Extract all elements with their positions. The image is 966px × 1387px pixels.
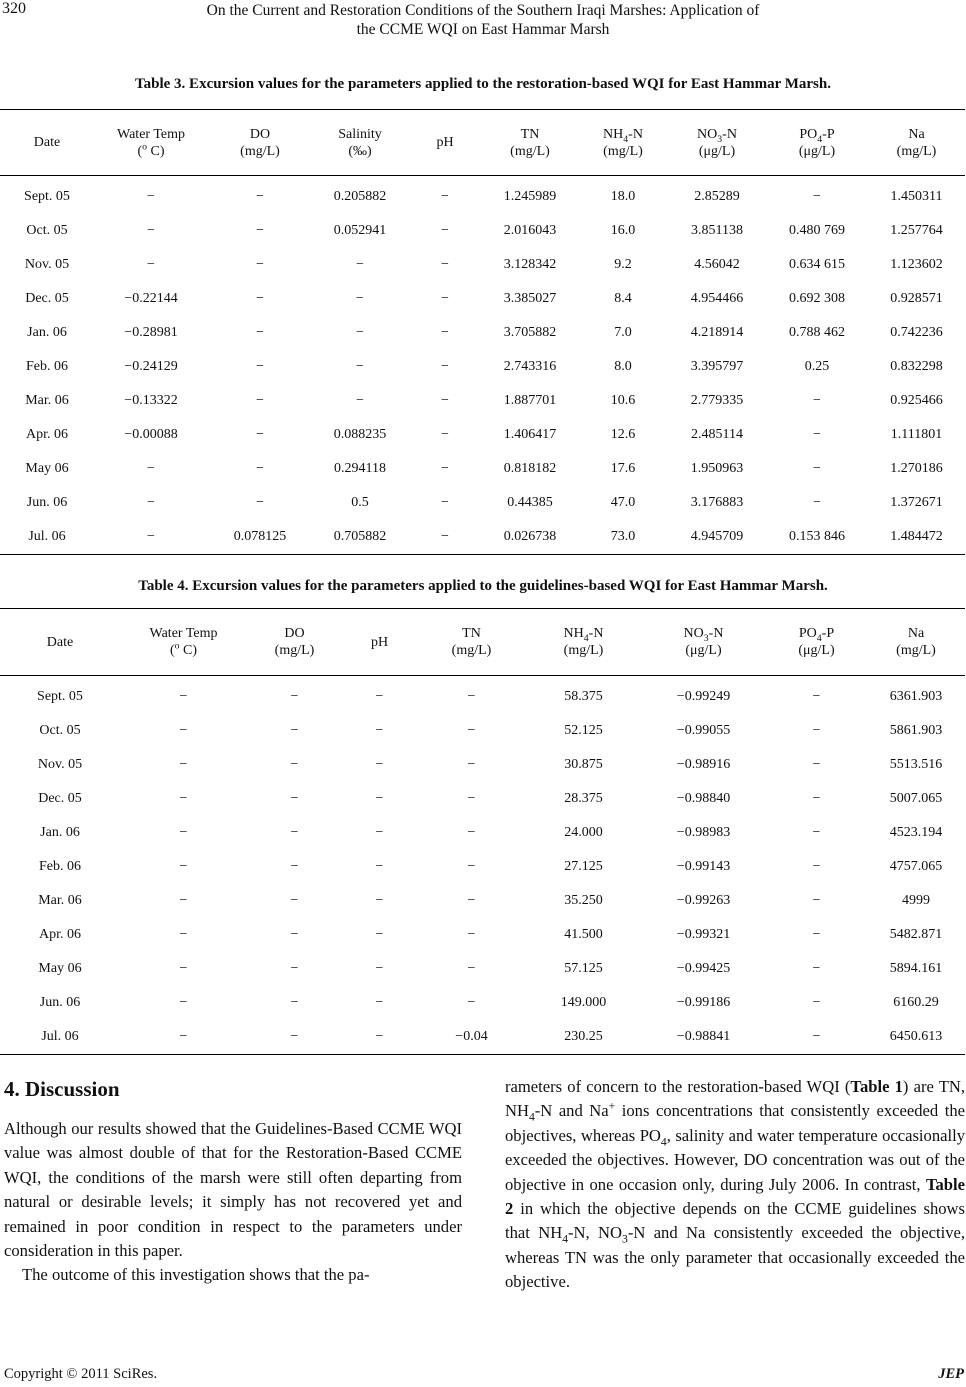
table-cell: − [256,223,264,238]
table-cell: 1.245989 [503,189,557,204]
table-cell: −0.28981 [124,325,178,340]
table-row [0,714,965,748]
table-row [0,850,965,884]
table-cell: 0.5 [351,495,369,510]
table-cell: − [441,461,449,476]
table-cell: − [467,791,476,806]
table-cell: − [256,495,264,510]
table-cell: 3.176883 [690,495,744,510]
table-cell: 30.875 [564,757,603,772]
col-header-tn: TN (mg/L) [482,110,578,176]
row-date-cell: Apr. 06 [39,927,81,942]
table-cell: − [467,757,476,772]
table-cell: − [375,859,384,874]
table-cell: − [467,893,476,908]
row-date-cell: Apr. 06 [26,427,68,442]
table-cell: 16.0 [610,223,636,238]
discussion-right-column [505,1075,965,1295]
table-cell: 1.450311 [890,189,943,204]
table-cell: − [441,291,449,306]
table-row [0,316,965,350]
table-cell: − [441,223,449,238]
table-1-reference[interactable]: Table 1 [850,1077,903,1096]
table-cell: − [441,257,449,272]
table-cell: −0.98840 [676,791,731,806]
table-cell: − [290,791,299,806]
table-cell: −0.24129 [124,359,178,374]
table-cell: 2.85289 [694,189,740,204]
table-cell: 1.123602 [890,257,943,272]
table-cell: 52.125 [564,723,603,738]
col-header-nh4n: $NH_4-N$ (mg/L) [526,609,641,676]
col-header-po4p: $PO_4-P$ (μg/L) [766,609,867,676]
table-cell: 1.950963 [690,461,744,476]
table-cell: 18.0 [610,189,636,204]
table-cell: − [467,859,476,874]
table-cell: − [467,961,476,976]
table-row [0,282,965,316]
table-cell: − [290,995,299,1010]
row-date-cell: Mar. 06 [25,393,69,408]
table-cell: − [467,825,476,840]
table-cell: −0.99249 [676,689,731,704]
table-row [0,418,965,452]
table-cell: 2.016043 [503,223,557,238]
table-cell: − [147,461,155,476]
page-number: 320 [2,0,26,17]
table-cell: −0.99055 [676,723,731,738]
table-cell: 4523.194 [889,825,943,840]
table-cell: 3.385027 [503,291,557,306]
table-cell: − [256,427,264,442]
footer-journal: JEP [938,1366,964,1382]
table-cell: − [812,927,821,942]
row-date-cell: Feb. 06 [39,859,81,874]
table-cell: − [441,495,449,510]
table-row [0,676,965,715]
table-cell: − [247,1020,342,1055]
table-cell: − [441,325,449,340]
table-cell: 1.257764 [890,223,943,238]
table-cell: − [467,723,476,738]
col-header-salinity: Salinity (‰) [312,110,408,176]
table-cell: − [375,927,384,942]
table-row [0,350,965,384]
table-cell: − [290,757,299,772]
table-cell: 28.375 [564,791,603,806]
table-cell: − [147,189,155,204]
discussion-paragraph-1: Although our results showed that the Guidelines-Based CCME WQI value was almost double of that for the Restoration-Based CCME WQI, the conditions of the marsh were still often departing from natural or desirable levels; it simply has not recovered yet and remained in poor condition in respect to the parameters under consideration in this paper. [4,1119,462,1261]
table-cell: 8.0 [614,359,632,374]
table-cell: − [441,189,449,204]
table-cell: − [408,520,482,555]
table-cell: 5861.903 [889,723,943,738]
row-date-cell: Jun. 06 [39,995,81,1010]
table-row [0,486,965,520]
table-cell: − [147,257,155,272]
row-date-cell: Mar. 06 [38,893,82,908]
table-cell: 27.125 [564,859,603,874]
table-cell: 149.000 [560,995,607,1010]
table-cell: 41.500 [564,927,603,942]
table-cell: 2.779335 [690,393,744,408]
col-header-po4p: $PO_4-P$ (μg/L) [766,110,868,176]
discussion-left-column [4,1117,462,1288]
table-cell: − [290,689,299,704]
table-cell: −0.00088 [124,427,178,442]
col-header-ph: pH [342,609,417,676]
table-cell: 6361.903 [889,689,943,704]
table-row [0,452,965,486]
table-cell: − [812,791,821,806]
table-cell: 0.788 462 [789,325,845,340]
table-cell: − [290,927,299,942]
table-cell: − [179,791,188,806]
table-cell: − [375,825,384,840]
table-cell: − [179,689,188,704]
table-cell: 0.052941 [333,223,387,238]
col-header-no3n: $NO_3-N$ (μg/L) [668,110,766,176]
table-cell: 5482.871 [889,927,943,942]
table-cell: 35.250 [564,893,603,908]
table-cell: 1.372671 [890,495,943,510]
col-header-do: DO (mg/L) [247,609,342,676]
table-cell: − [179,723,188,738]
table-cell: 12.6 [610,427,636,442]
table-cell: − [256,359,264,374]
table-cell: −0.99425 [676,961,731,976]
table-cell: 0.832298 [890,359,943,374]
table-cell: −0.98983 [676,825,731,840]
footer-copyright: Copyright © 2011 SciRes. [4,1366,158,1382]
row-date-cell: Jul. 06 [0,1020,120,1055]
table-cell: − [256,461,264,476]
table-cell: − [94,520,208,555]
row-date-cell: May 06 [38,961,82,976]
table-cell: 0.925466 [890,393,943,408]
table-cell: − [356,359,364,374]
table-cell: − [342,1020,417,1055]
row-date-cell: Jan. 06 [40,825,80,840]
col-header-ph: pH [408,110,482,176]
col-header-do: DO (mg/L) [208,110,312,176]
table-cell: − [467,689,476,704]
table-cell: 0.205882 [333,189,387,204]
table-cell: 3.128342 [503,257,557,272]
table-cell: − [813,495,821,510]
section-heading-discussion: 4. Discussion [4,1077,120,1101]
table-cell: 0.294118 [334,461,386,476]
col-header-date: Date [0,609,120,676]
table-cell: 5513.516 [889,757,943,772]
table-row [0,384,965,418]
table-row [0,816,965,850]
table-row [0,1020,965,1055]
table-cell: 2.743316 [503,359,557,374]
table-cell: − [812,893,821,908]
table-cell: 0.692 308 [789,291,845,306]
table-cell: − [812,723,821,738]
table-cell: − [356,325,364,340]
table-cell: 5007.065 [889,791,943,806]
table-cell: − [813,189,821,204]
table-cell: − [256,291,264,306]
table-cell: 4757.065 [889,859,943,874]
table-cell: 3.851138 [691,223,743,238]
table-cell: 8.4 [614,291,632,306]
table-cell: 0.480 769 [789,223,845,238]
table-cell: 10.6 [610,393,636,408]
col-header-date: Date [0,110,94,176]
table-cell: 2.485114 [691,427,743,442]
table-cell: − [441,427,449,442]
row-date-cell: Jul. 06 [0,520,94,555]
table-cell: −0.99186 [676,995,731,1010]
row-date-cell: Nov. 05 [24,257,70,272]
table-cell: 0.153 846 [766,520,868,555]
table-cell: − [467,995,476,1010]
table-cell: − [290,723,299,738]
table-cell: − [290,961,299,976]
table-cell: − [467,927,476,942]
table-cell: 17.6 [610,461,636,476]
table-cell: 4.954466 [690,291,744,306]
table-cell: − [812,757,821,772]
table-cell: 73.0 [578,520,668,555]
col-header-no3n: $NO_3-N$ (μg/L) [641,609,766,676]
table-row [0,918,965,952]
table-cell: 230.25 [526,1020,641,1055]
table-cell: − [256,189,264,204]
table-cell: − [375,791,384,806]
table3 [0,109,965,555]
table-cell: 0.742236 [890,325,943,340]
table-cell: 9.2 [614,257,632,272]
table-cell: 0.928571 [890,291,943,306]
table3-caption: Table 3. Excursion values for the parameters applied to the restoration-based WQI for East Hammar Marsh. [135,76,831,92]
table-cell: 0.705882 [312,520,408,555]
discussion-paragraph-2: The outcome of this investigation shows that the pa- [22,1265,370,1285]
table-cell: − [812,995,821,1010]
table-cell: − [290,893,299,908]
table-cell: − [812,859,821,874]
table-cell: − [290,859,299,874]
table-cell: − [290,825,299,840]
table-cell: − [375,689,384,704]
table-cell: − [179,859,188,874]
table-cell: − [256,257,264,272]
table-cell: −0.98841 [641,1020,766,1055]
table-cell: − [766,1020,867,1055]
table-row [0,748,965,782]
col-header-water-temp: Water Temp ($^o$ C) [120,609,247,676]
table-cell: − [375,961,384,976]
table-cell: −0.98916 [676,757,731,772]
row-date-cell: Dec. 05 [25,291,69,306]
table-cell: 47.0 [610,495,636,510]
row-date-cell: Jan. 06 [27,325,67,340]
table-cell: 0.088235 [333,427,387,442]
col-header-na: Na (mg/L) [867,609,965,676]
table-cell: − [179,995,188,1010]
table-cell: − [441,393,449,408]
table-cell: 6450.613 [867,1020,965,1055]
table-cell: 0.026738 [482,520,578,555]
row-date-cell: Sept. 05 [37,689,83,704]
table-cell: − [356,257,364,272]
table-cell: 57.125 [564,961,603,976]
table-cell: 0.25 [804,359,830,374]
table-row [0,986,965,1020]
table-cell: 4.218914 [690,325,744,340]
table-cell: −0.99143 [676,859,731,874]
row-date-cell: Feb. 06 [26,359,68,374]
table-cell: −0.99263 [676,893,731,908]
col-header-nh4n: $NH_4-N$ (mg/L) [578,110,668,176]
table-cell: 6160.29 [893,995,939,1010]
row-date-cell: Nov. 05 [37,757,83,772]
table-cell: −0.99321 [676,927,731,942]
table-cell: 1.887701 [503,393,557,408]
table-cell: −0.22144 [124,291,178,306]
running-header-line2: the CCME WQI on East Hammar Marsh [356,21,610,38]
table-cell: − [179,757,188,772]
table-cell: − [375,893,384,908]
table-cell: − [812,961,821,976]
table-cell: 1.270186 [890,461,943,476]
table-cell: 0.634 615 [789,257,845,272]
table-row [0,884,965,918]
table-cell: 1.111801 [890,427,943,442]
table-row [0,520,965,555]
table-cell: − [813,461,821,476]
table-cell: 1.484472 [868,520,965,555]
table-cell: − [256,325,264,340]
col-header-water-temp: Water Temp ($^o$ C) [94,110,208,176]
table-cell: 3.705882 [503,325,557,340]
table-cell: − [812,825,821,840]
table-row [0,952,965,986]
row-date-cell: Dec. 05 [38,791,82,806]
col-header-na: Na (mg/L) [868,110,965,176]
table-cell: − [375,995,384,1010]
table-cell: 0.44385 [507,495,553,510]
table-cell: − [179,825,188,840]
table-2-reference[interactable]: Table 2 [505,1174,965,1219]
table-cell: 1.406417 [503,427,557,442]
table4-caption: Table 4. Excursion values for the parameters applied to the guidelines-based WQI for East Hammar Marsh. [138,578,828,594]
row-date-cell: Jun. 06 [26,495,68,510]
table-cell: 7.0 [614,325,632,340]
col-header-tn: TN (mg/L) [417,609,526,676]
table-cell: −0.04 [417,1020,526,1055]
table-cell: 4.56042 [694,257,740,272]
table-cell: 0.818182 [503,461,557,476]
table-cell: 58.375 [564,689,603,704]
table-cell: 5894.161 [889,961,943,976]
table-row [0,214,965,248]
table-cell: 4999 [902,893,930,908]
table-cell: − [375,757,384,772]
table-cell: 24.000 [564,825,603,840]
running-header [160,1,806,39]
table-cell: 0.078125 [208,520,312,555]
table-cell: − [256,393,264,408]
table-cell: −0.13322 [124,393,178,408]
table-cell: − [147,223,155,238]
table-cell: − [813,427,821,442]
row-date-cell: Oct. 05 [39,723,81,738]
table-cell: − [441,359,449,374]
table-cell: − [356,291,364,306]
row-date-cell: Sept. 05 [24,189,70,204]
table-cell: 3.395797 [690,359,744,374]
table-cell: − [812,689,821,704]
table4 [0,608,965,1055]
running-header-line1: On the Current and Restoration Conditions of the Southern Iraqi Marshes: Application of [206,2,760,19]
discussion-paragraph-3: rameters of concern to the restoration-based WQI (Table 1) are TN, $NH_4-N$ and Na+ ions concentrations that consistently exceeded the objectives, whereas $PO_4$, salinity and water temperature occasionally exceeded the objectives. However, DO concentration was out of the objective in one occasion only, during July 2006. In contrast, Table 2 in which the objective depends on the CCME guidelines shows that $NH_4-N$, $NO_3-N$ and Na consistently exceeded the objective, whereas TN was the only parameter that occasionally exceeded the objective. [505,1077,966,1292]
row-date-cell: Oct. 05 [26,223,68,238]
table-cell: − [179,927,188,942]
table-row [0,176,965,215]
table-cell: − [179,893,188,908]
table-row [0,248,965,282]
table-cell: − [179,961,188,976]
table-cell: − [375,723,384,738]
table-row [0,782,965,816]
table-cell: − [120,1020,247,1055]
table-cell: − [147,495,155,510]
table-cell: − [813,393,821,408]
table-cell: 4.945709 [668,520,766,555]
row-date-cell: May 06 [25,461,69,476]
table-cell: − [356,393,364,408]
